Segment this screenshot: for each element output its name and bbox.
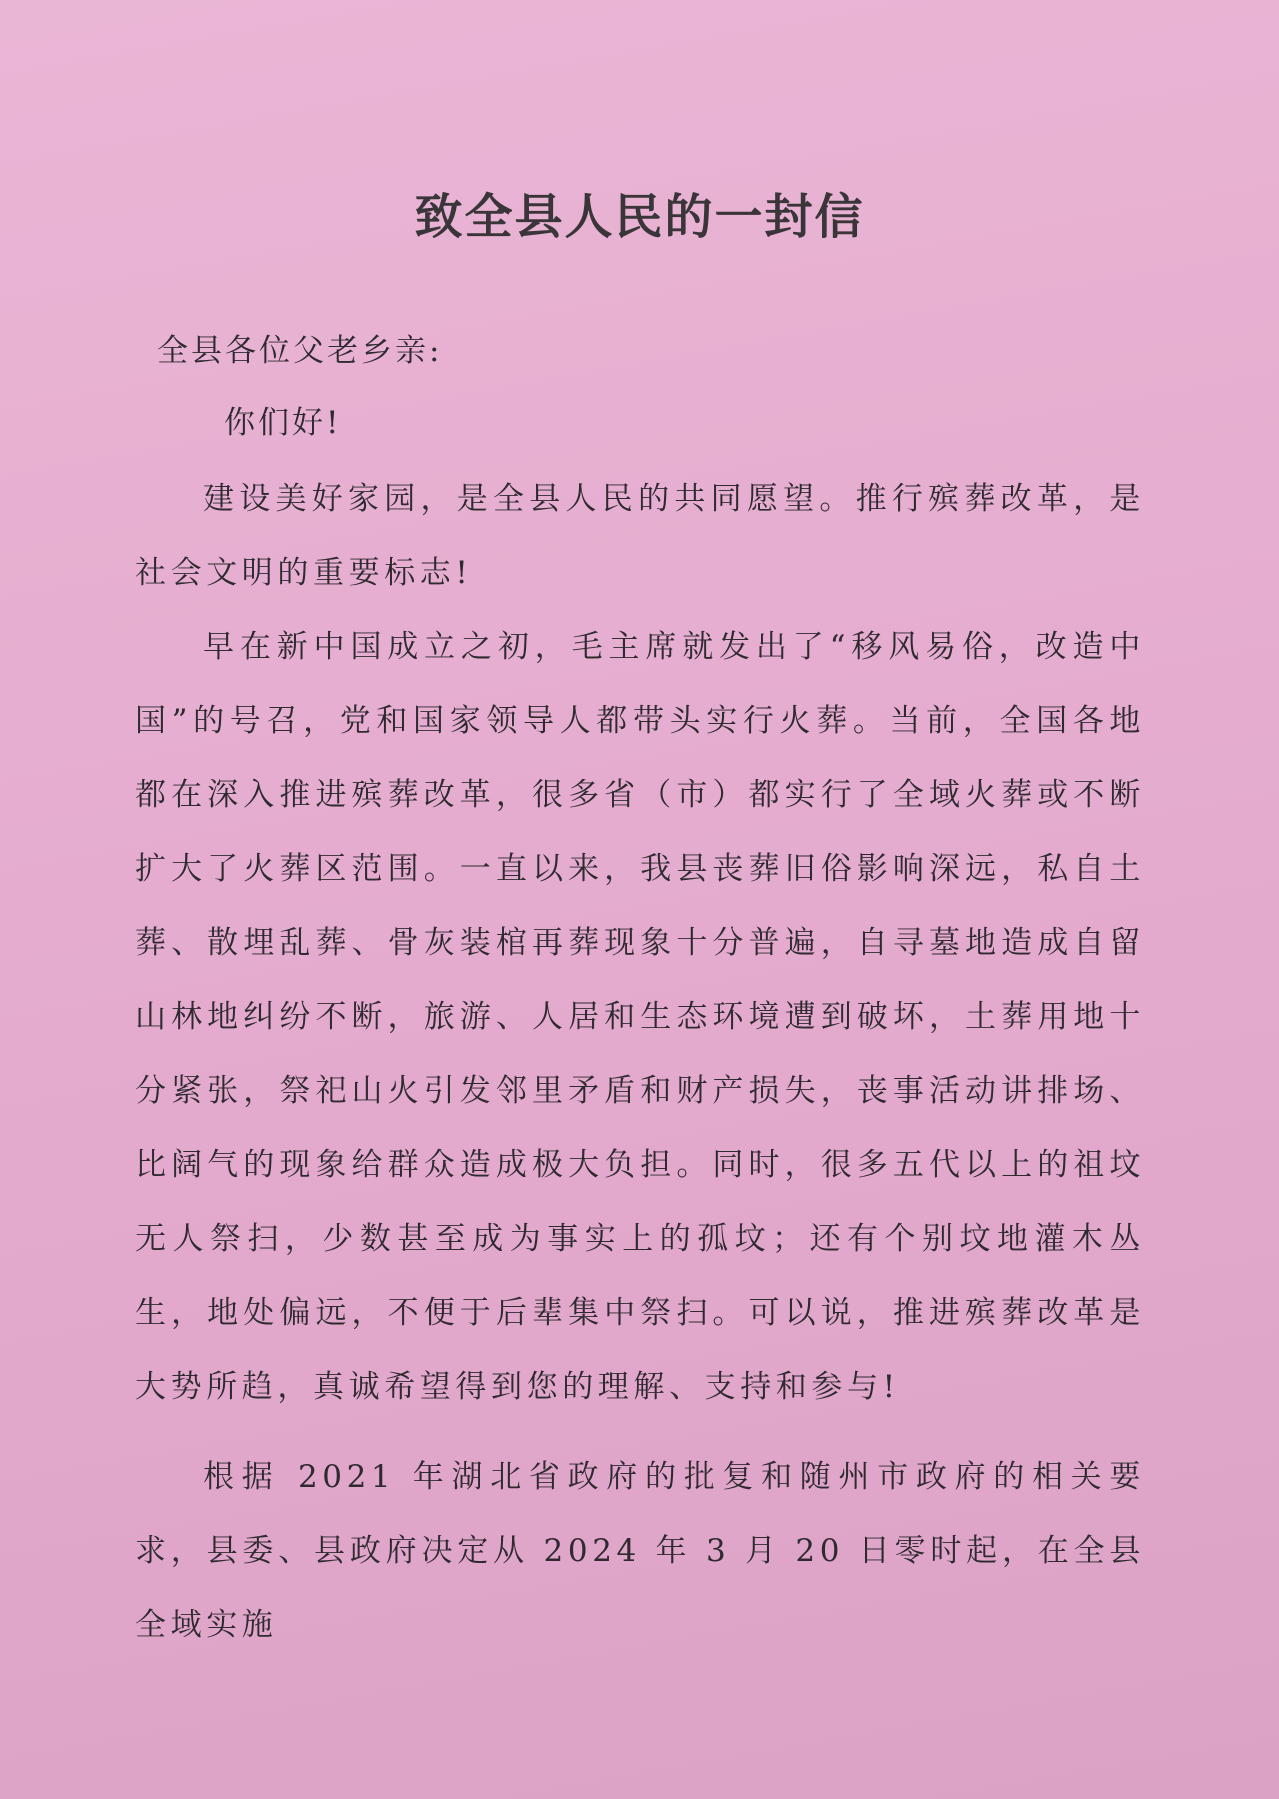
paragraph-2: 早在新中国成立之初，毛主席就发出了“移风易俗，改造中国”的号召，党和国家领导人都带头实行火葬。当前，全国各地都在深入推进殡葬改革，很多省（市）都实行了全域火葬或不断扩大了火葬区范围。一直以来，我县丧葬旧俗影响深远，私自土葬、散埋乱葬、骨灰装棺再葬现象十分普遍，自寻墓地造成自留山林地纠纷不断，旅游、人居和生态环境遭到破坏，土葬用地十分紧张，祭祀山火引发邻里矛盾和财产损失，丧事活动讲排场、比阔气的现象给群众造成极大负担。同时，很多五代以上的祖坟无人祭扫，少数甚至成为事实上的孤坟；还有个别坟地灌木丛生，地处偏远，不便于后辈集中祭扫。可以说，推进殡葬改革是大势所趋，真诚希望得到您的理解、支持和参与! xyxy=(135,629,1145,1405)
salutation: 全县各位父老乡亲: xyxy=(157,333,443,369)
paragraph-1: 建设美好家园，是全县人民的共同愿望。推行殡葬改革，是社会文明的重要标志! xyxy=(135,481,1145,591)
paragraph-3-block xyxy=(135,1440,1145,1662)
letter-title: 致全县人民的一封信 xyxy=(414,189,865,245)
paragraph-3: 根据 2021 年湖北省政府的批复和随州市政府的相关要求，县委、县政府决定从 2024 年 3 月 20 日零时起，在全县全域实施 xyxy=(135,1459,1145,1643)
paragraph-1-block xyxy=(135,462,1145,610)
paragraph-2-block xyxy=(135,610,1145,1424)
greeting: 你们好! xyxy=(224,405,342,441)
